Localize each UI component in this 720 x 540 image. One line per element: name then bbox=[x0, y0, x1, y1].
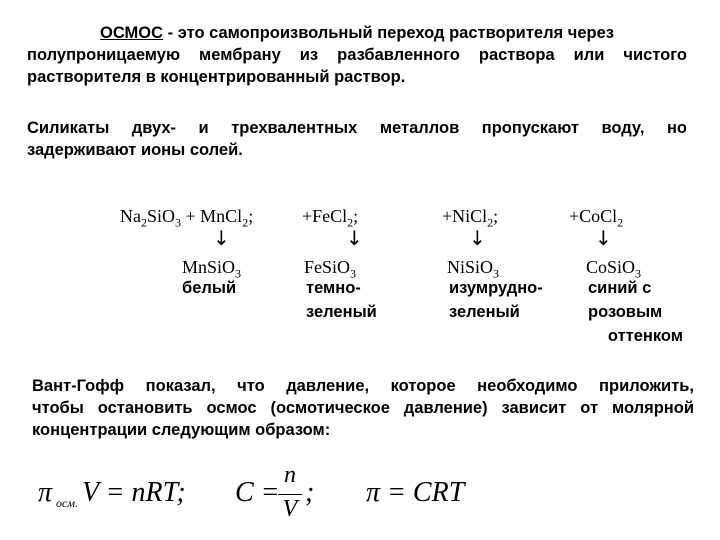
arrow-down-icon: ↓ bbox=[595, 226, 612, 250]
arrow-down-icon: ↓ bbox=[213, 226, 230, 250]
silicates-line-2: задерживают ионы солей. bbox=[27, 141, 243, 159]
vant-hoff-line-3: концентрации следующим образом: bbox=[32, 421, 331, 439]
vant-hoff-line-1: Вант-Гофф показал, что давление, которое необходимо приложить, bbox=[32, 377, 694, 395]
definition-line-2: полупроницаемую мембрану из разбавленного раствора или чистого bbox=[27, 46, 687, 64]
fraction-denominator: V bbox=[282, 496, 298, 522]
reagent-cocl2: +CoCl$_2$ bbox=[569, 206, 624, 230]
arrow-down-icon: ↓ bbox=[469, 226, 486, 250]
subscript-osm: осм. bbox=[56, 496, 78, 510]
color-label-ni: изумрудно- зеленый bbox=[449, 279, 543, 321]
fraction-bar bbox=[278, 494, 302, 495]
silicates-paragraph bbox=[27, 117, 687, 161]
definition-line-1: ОСМОС - это самопроизвольный переход растворителя через bbox=[100, 24, 614, 42]
product-fesio3: FeSiO$_3$ bbox=[304, 257, 357, 281]
formula-2-end: ; bbox=[305, 477, 315, 508]
arrow-down-icon: ↓ bbox=[346, 226, 363, 250]
formula-van-t-hoff: π = CRT bbox=[366, 477, 465, 508]
definition-line-3: растворителя в концентрированный раствор. bbox=[27, 68, 406, 86]
color-label-mn: белый bbox=[182, 279, 237, 297]
term-osmosis: ОСМОС bbox=[100, 24, 164, 42]
fraction-numerator: n bbox=[284, 462, 296, 488]
product-cosio3: CoSiO$_3$ bbox=[586, 257, 642, 281]
color-label-fe: темно- зеленый bbox=[306, 279, 377, 321]
product-nisio3: NiSiO$_3$ bbox=[447, 257, 500, 281]
color-label-co: синий с розовым оттенком bbox=[588, 279, 683, 345]
vant-hoff-paragraph bbox=[32, 375, 694, 441]
reagent-nicl2: +NiCl$_2$; bbox=[442, 206, 499, 230]
formula-2-lhs: C = bbox=[235, 477, 280, 508]
product-mnsio3: MnSiO$_3$ bbox=[182, 257, 242, 281]
osmosis-definition bbox=[27, 22, 687, 88]
formula-1-rest: V = nRT; bbox=[82, 477, 186, 508]
reagent-fecl2: +FeCl$_2$; bbox=[302, 206, 359, 230]
silicates-line-1: Силикаты двух- и трехвалентных металлов пропускают воду, но bbox=[27, 119, 687, 137]
reagent-na2sio3-mncl2: $Na_2SiO_3$ + MnCl$_2$; bbox=[120, 206, 254, 230]
vant-hoff-line-2: чтобы остановить осмос (осмотическое давление) зависит от молярной bbox=[32, 399, 694, 417]
